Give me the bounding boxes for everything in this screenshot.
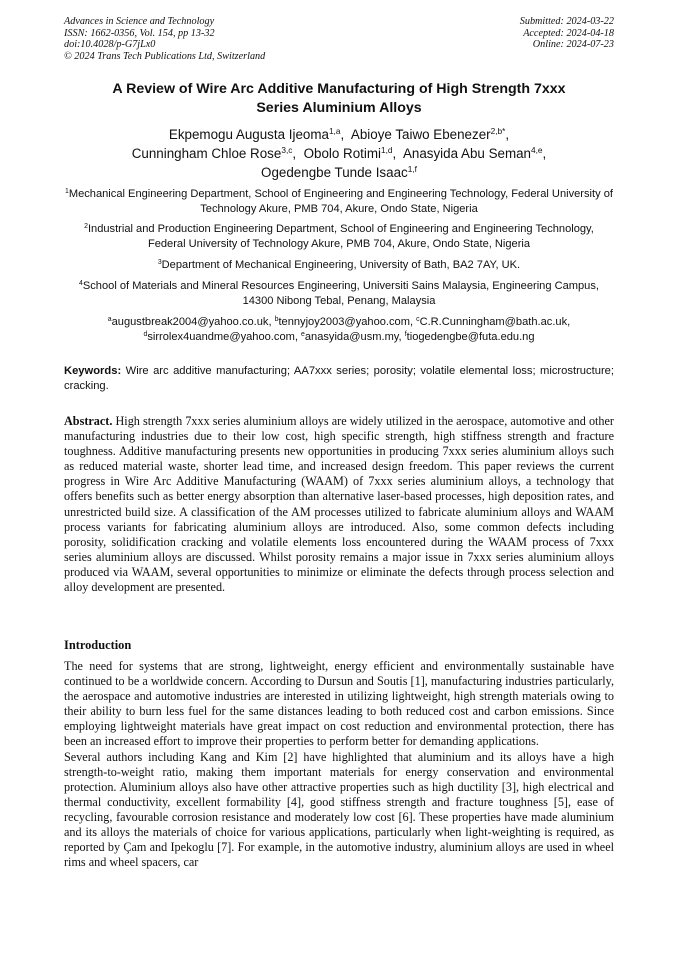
email-list: $^a$augustbreak2004@yahoo.co.uk, $^b$tennyjoy2003@yahoo.com, $^c$C.R.Cunningham@bath.ac.uk, $^d$sirrolex4uandme@yahoo.com, $^e$anasyida@usm.my, $^f$tiogedengbe@futa.edu.ng [107, 315, 571, 343]
author-affil: 3,c [281, 145, 293, 156]
author-name: Cunningham Chloe Rose [131, 146, 282, 161]
affiliation-text: Industrial and Production Engineering Department, School of Engineering and Engineering Technology, Federal University of Technology Akure, PMB 704, Akure, Ondo State, Nigeria [87, 223, 594, 250]
affiliation-text: Department of Mechanical Engineering, University of Bath, BA2 7AY, UK. [161, 259, 521, 271]
issn: ISSN: 1662-0356, Vol. 154, pp 13-32 [64, 27, 215, 39]
abstract-text: High strength 7xxx series aluminium alloys are widely utilized in the aerospace, automotive and other manufacturing industries due to their low cost, high specific strength, high stiffness strength and fracture toughness. Additive manufacturing presents new opportunities in producing 7xxx series aluminium alloys such as reduced material waste, shorter lead time, and increased design freedom. This paper reviews the current progress in Wire Arc Additive Manufacturing (WAAM) of 7xxx series aluminium alloys, a technology that offers benefits such as better energy absorption than alternative laser-based processes, high deposition rates, and unrestricted build size. A classification of the AM processes utilized to fabricate aluminium alloys and WAAM process variants for fabricating aluminium alloys are introduced. Also, some common defects including porosity, solidification cracking and volatile elements loss encountered during the WAAM process of 7xxx series aluminium alloys are discussed. Whilst porosity remains a major issue in 7xxx series aluminium alloys produced via WAAM, several opportunities to minimize or eliminate the defects through process selection and alloy development are presented. [64, 414, 614, 595]
author-affil: 2,b* [490, 126, 506, 137]
affiliation-marker: 3 [157, 258, 162, 266]
email-marker: a [107, 315, 112, 323]
email-marker: b [274, 315, 279, 323]
author-name: Ekpemogu Augusta Ijeoma [168, 127, 329, 142]
doi: doi:10.4028/p-G7jLx0 [64, 39, 156, 51]
keywords-text: Wire arc additive manufacturing; AA7xxx series; porosity; volatile elemental loss; microstructure; cracking. [64, 365, 615, 392]
author-affil: 1,a [328, 126, 341, 137]
affiliation-3 [64, 258, 614, 273]
copyright: © 2024 Trans Tech Publications Ltd, Switzerland [64, 50, 266, 62]
online-date: Online: 2024-07-23 [532, 39, 614, 51]
journal-info [64, 16, 265, 62]
title-line-2: Series Aluminium Alloys [256, 100, 422, 116]
affiliation-text: Mechanical Engineering Department, School of Engineering and Engineering Technology, Federal University of Technology Akure, PMB 704, Akure, Ondo State, Nigeria [68, 188, 613, 215]
author-name: Ogedengbe Tunde Isaac [261, 165, 408, 180]
email-link[interactable]: C.R.Cunningham@bath.ac.uk [419, 316, 568, 328]
intro-paragraph-2: Several authors including Kang and Kim [2] have highlighted that aluminium and its alloys have a high strength-to-weight ratio, making them important materials for energy conservation and environmental protection. Aluminium alloys also have other attractive properties such as high ductility [3], high electrical and thermal conductivity, excellent formability [4], good stiffness strength and fracture toughness [5], ease of recycling, favourable corrosion resistance and moderately low cost [6]. These properties have made aluminium and its alloys the materials of choice for various applications, particularly when light-weighting is required, as reported by Çam and Ipekoglu [7]. For example, in the automotive industry, aluminium alloys are used in wheel rims and wheel spacers, car [64, 749, 614, 870]
keywords-label: Keywords: [64, 365, 122, 377]
email-marker: f [404, 330, 407, 338]
keywords-block [64, 364, 614, 393]
author-affil: 4,e [531, 145, 543, 156]
abstract-label: Abstract. [64, 414, 113, 428]
intro-paragraph-1: The need for systems that are strong, lightweight, energy efficient and environmentally sustainable have continued to be a worldwide concern. According to Dursun and Soutis [1], manufacturing industries particularly, the aerospace and automotive industries are interested in utilizing lightweight, high strength materials owing to their ability to burn less fuel for the same distances leading to both reduced cost and carbon emissions. Since employing lightweight materials have great impact on cost reduction and environmental protection, there has been an increased effort to improve their properties to perform better for demanding applications. [64, 659, 614, 749]
submitted-date: Submitted: 2024-03-22 [519, 16, 614, 27]
publication-dates [520, 16, 614, 51]
author-affil: 1,d [380, 145, 393, 156]
introduction-heading: Introduction [64, 638, 132, 652]
abstract-block [64, 414, 614, 595]
paper-title [64, 80, 614, 118]
email-marker: c [416, 315, 420, 323]
affiliation-2 [64, 222, 614, 251]
author-name: Abioye Taiwo Ebenezer [350, 127, 491, 142]
email-link[interactable]: tiogedengbe@futa.edu.ng [406, 330, 535, 343]
title-line-1: A Review of Wire Arc Additive Manufacturing of High Strength 7xxx [112, 81, 566, 97]
affiliation-1 [64, 187, 614, 216]
accepted-date: Accepted: 2024-04-18 [523, 27, 614, 39]
email-link[interactable]: tennyjoy2003@yahoo.com [278, 316, 410, 328]
email-link[interactable]: augustbreak2004@yahoo.co.uk [111, 316, 269, 328]
affiliation-text: School of Materials and Mineral Resources Engineering, Universiti Sains Malaysia, Engineering Campus, 14300 Nibong Tebal, Penang, Malaysia [82, 280, 599, 307]
journal-name: Advances in Science and Technology [64, 16, 215, 27]
affiliation-marker: 2 [84, 222, 88, 230]
author-name: Obolo Rotimi [303, 146, 381, 161]
author-affil: 1,f [407, 164, 417, 175]
affiliation-marker: 1 [65, 187, 69, 195]
introduction-body [64, 659, 614, 870]
affiliation-marker: 4 [79, 279, 83, 287]
email-marker: d [143, 330, 148, 338]
email-link[interactable]: sirrolex4uandme@yahoo.com [147, 330, 295, 343]
email-link[interactable]: anasyida@usm.my [304, 330, 399, 343]
author-list: Ekpemogu Augusta Ijeoma$^{1,a}$, Abioye Taiwo Ebenezer$^{2,b*}$, Cunningham Chloe Rose$^{3,c}$, Obolo Rotimi$^{1,d}$, Anasyida Abu Seman$^{4,e}$, Ogedengbe Tunde Isaac$^{1,f}$ [131, 126, 547, 180]
email-marker: e [301, 330, 305, 338]
affiliation-4 [64, 279, 614, 308]
author-name: Anasyida Abu Seman [402, 146, 531, 161]
